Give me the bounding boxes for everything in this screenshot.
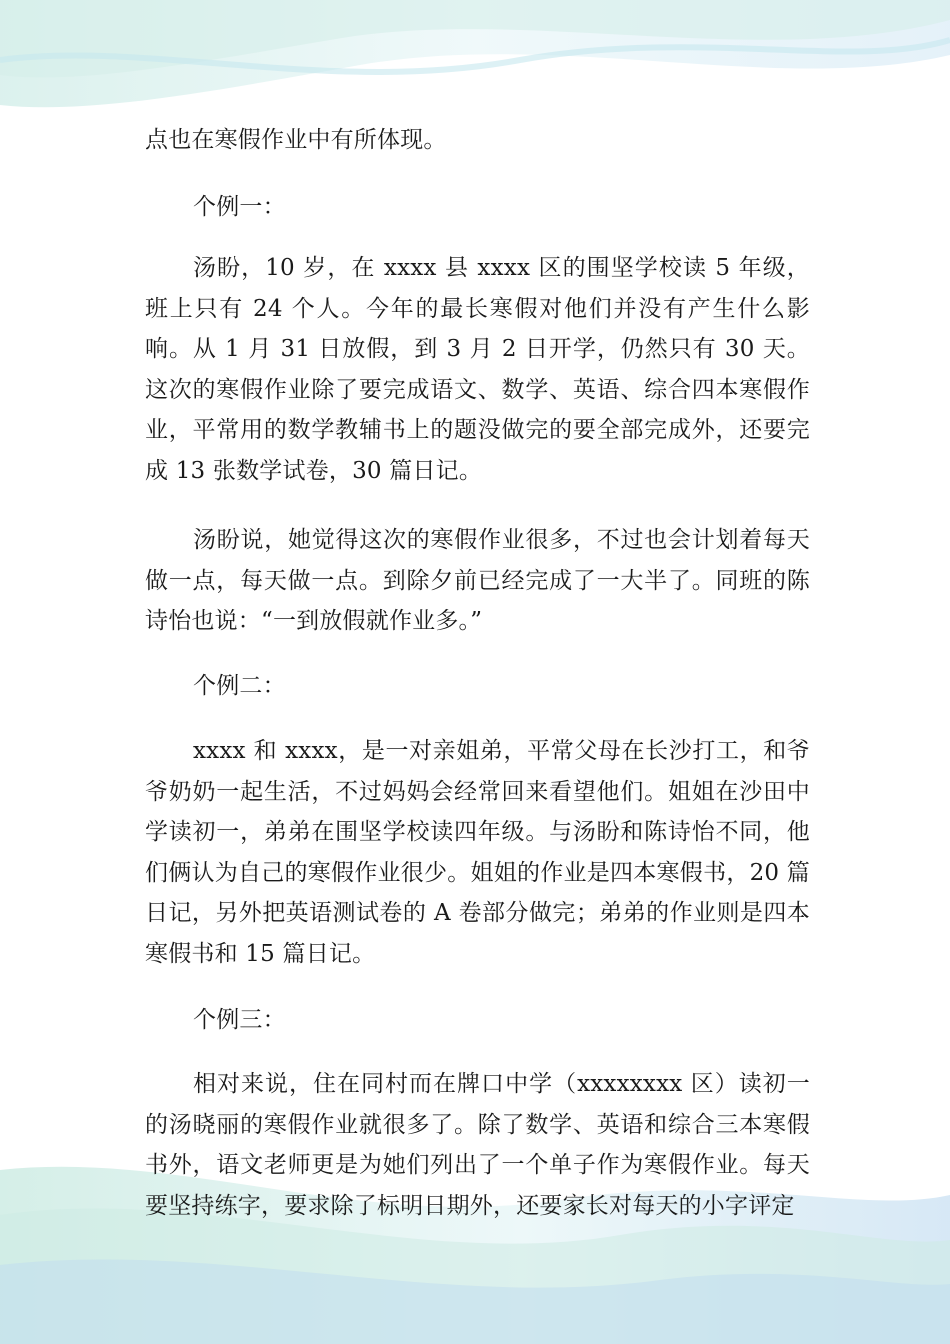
heading-case-two: 个例二： (193, 673, 286, 699)
paragraph-continuation: 点也在寒假作业中有所体现。 (145, 127, 447, 153)
heading-case-three: 个例三： (193, 1007, 286, 1033)
paragraph-case-one-quote: 汤盼说，她觉得这次的寒假作业很多，不过也会计划着每天做一点，每天做一点。到除夕前已经完成了一大半了。同班的陈诗怡也说：“一到放假就作业多。” (145, 527, 810, 635)
paragraph-case-two: xxxx 和 xxxx，是一对亲姐弟，平常父母在长沙打工，和爷爷奶奶一起生活，不过妈妈会经常回来看望他们。姐姐在沙田中学读初一，弟弟在围坚学校读四年级。与汤盼和陈诗怡不同，他们俩认为自己的寒假作业很少。姐姐的作业是四本寒假书，20 篇日记，另外把英语测试卷的 A 卷部分做完；弟弟的作业则是四本寒假书和 15 篇日记。 (145, 738, 810, 967)
paragraph-case-three: 相对来说，住在同村而在牌口中学（xxxxxxxx 区）读初一的汤晓丽的寒假作业就很多了。除了数学、英语和综合三本寒假书外，语文老师更是为她们列出了一个单子作为寒假作业。每天要坚持练字，要求除了标明日期外，还要家长对每天的小字评定 (145, 1071, 810, 1219)
heading-case-one: 个例一： (193, 194, 286, 220)
paragraph-case-one: 汤盼，10 岁，在 xxxx 县 xxxx 区的围坚学校读 5 年级，班上只有 24 个人。今年的最长寒假对他们并没有产生什么影响。从 1 月 31 日放假，到 3 月 2 日开学，仍然只有 30 天。这次的寒假作业除了要完成语文、数学、英语、综合四本寒假作业，平常用的数学教辅书上的题没做完的要全部完成外，还要完成 13 张数学试卷，30 篇日记。 (145, 255, 810, 484)
